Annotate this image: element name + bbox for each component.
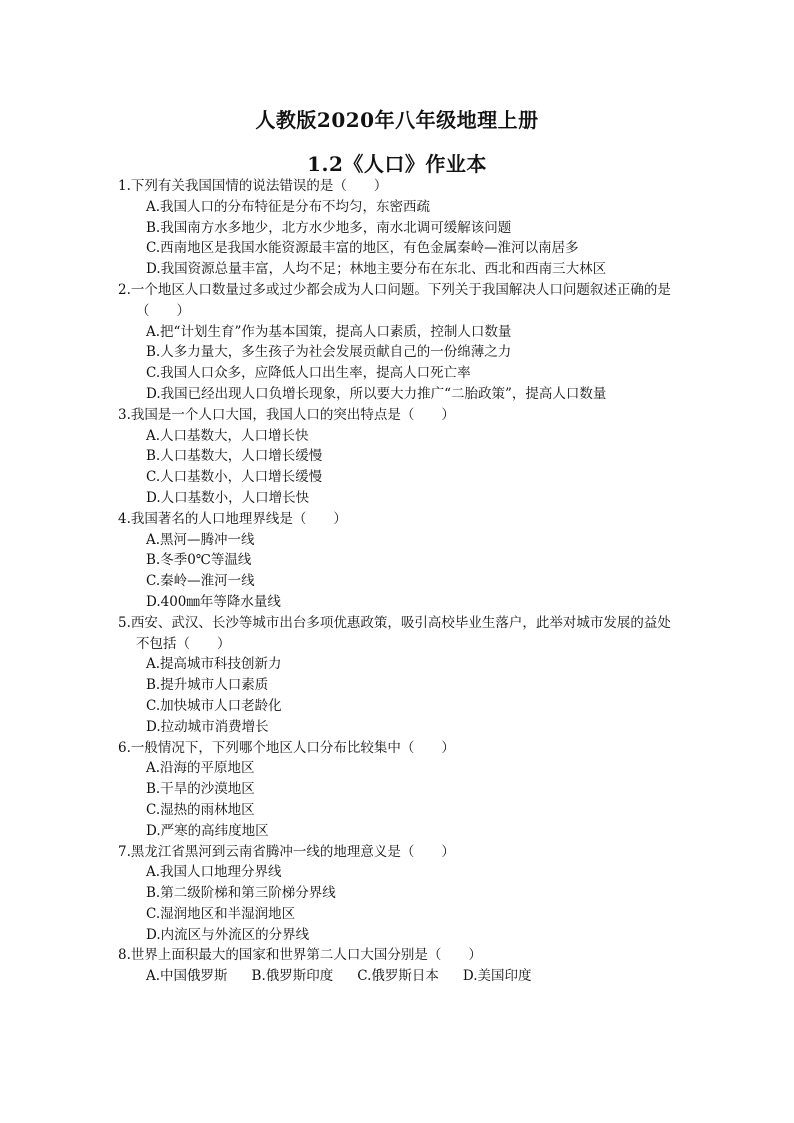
question-stem: 1.下列有关我国国情的说法错误的是（ ） xyxy=(118,178,388,194)
question-stem: 5.西安、武汉、长沙等城市出台多项优惠政策，吸引高校毕业生落户，此举对城市发展的益处 xyxy=(118,614,671,631)
question-8 xyxy=(118,945,718,987)
question-stem: 8.世界上面积最大的国家和世界第二人口大国分别是（ ） xyxy=(118,947,482,964)
option-c: C.西南地区是我国水能资源最丰富的地区，有色金属秦岭—淮河以南居多 xyxy=(146,240,579,257)
option-d: D.人口基数小，人口增长快 xyxy=(146,489,310,506)
option-b: B.第二级阶梯和第三阶梯分界线 xyxy=(146,885,336,902)
option-b: B.冬季0℃等温线 xyxy=(146,552,252,569)
document-title: 人教版2020年八年级地理上册 xyxy=(255,108,539,132)
option-d: D.美国印度 xyxy=(462,968,532,985)
option-a: A.把“计划生育”作为基本国策，提高人口素质，控制人口数量 xyxy=(146,323,512,340)
question-stem-continuation: （ ） xyxy=(136,302,190,319)
option-a: A.我国人口的分布特征是分布不均匀，东密西疏 xyxy=(146,198,431,215)
question-stem: 2.一个地区人口数量过多或过少都会成为人口问题。下列关于我国解决人口问题叙述正确的是 xyxy=(118,281,671,298)
question-4 xyxy=(118,509,718,613)
option-c: C.俄罗斯日本 xyxy=(357,968,439,985)
question-stem: 4.我国著名的人口地理界线是（ ） xyxy=(118,510,347,527)
option-c: C.湿热的雨林地区 xyxy=(146,801,255,818)
option-a: A.我国人口地理分界线 xyxy=(146,864,282,881)
option-d: D.我国资源总量丰富，人均不足；林地主要分布在东北、西北和西南三大林区 xyxy=(146,261,607,278)
option-b: B.我国南方水多地少，北方水少地多，南水北调可缓解该问题 xyxy=(146,219,512,236)
option-c: C.加快城市人口老龄化 xyxy=(146,697,282,714)
option-d: D.拉动城市消费增长 xyxy=(146,718,269,735)
option-b: B.提升城市人口素质 xyxy=(146,677,269,694)
option-b: B.俄罗斯印度 xyxy=(251,968,334,985)
option-row xyxy=(118,966,718,987)
option-d: D.我国已经出现人口负增长现象，所以要大力推广“二胎政策”，提高人口数量 xyxy=(146,385,607,402)
option-a: A.人口基数大，人口增长快 xyxy=(146,427,309,444)
option-c: C.秦岭—淮河一线 xyxy=(146,573,255,590)
option-d: D.内流区与外流区的分界线 xyxy=(146,926,310,943)
option-a: A.沿海的平原地区 xyxy=(146,760,255,777)
option-b: B.人口基数大，人口增长缓慢 xyxy=(146,448,323,465)
option-a: A.中国俄罗斯 xyxy=(146,968,228,985)
option-c: C.湿润地区和半湿润地区 xyxy=(146,905,296,922)
question-7 xyxy=(118,842,718,946)
question-stem: 3.我国是一个人口大国，我国人口的突出特点是（ ） xyxy=(118,406,455,423)
option-b: B.人多力量大，多生孩子为社会发展贡献自己的一份绵薄之力 xyxy=(146,344,512,361)
option-b: B.干旱的沙漠地区 xyxy=(146,781,255,798)
option-d: D.严寒的高纬度地区 xyxy=(146,822,269,839)
question-list xyxy=(118,176,718,987)
question-stem-continuation: 不包括（ ） xyxy=(136,635,231,652)
question-1 xyxy=(118,176,718,280)
question-6 xyxy=(118,738,718,842)
question-stem: 6.一般情况下，下列哪个地区人口分布比较集中（ ） xyxy=(118,739,455,756)
question-stem: 7.黑龙江省黑河到云南省腾冲一线的地理意义是（ ） xyxy=(118,843,455,860)
question-2 xyxy=(118,280,718,405)
option-c: C.我国人口众多，应降低人口出生率，提高人口死亡率 xyxy=(146,365,471,382)
option-a: A.黑河—腾冲一线 xyxy=(146,531,255,548)
document-subtitle: 1.2《人口》作业本 xyxy=(307,152,487,176)
option-c: C.人口基数小，人口增长缓慢 xyxy=(146,469,323,486)
question-3 xyxy=(118,405,718,509)
option-a: A.提高城市科技创新力 xyxy=(146,656,282,673)
option-d: D.400㎜年等降水量线 xyxy=(146,593,281,610)
question-5 xyxy=(118,613,718,738)
